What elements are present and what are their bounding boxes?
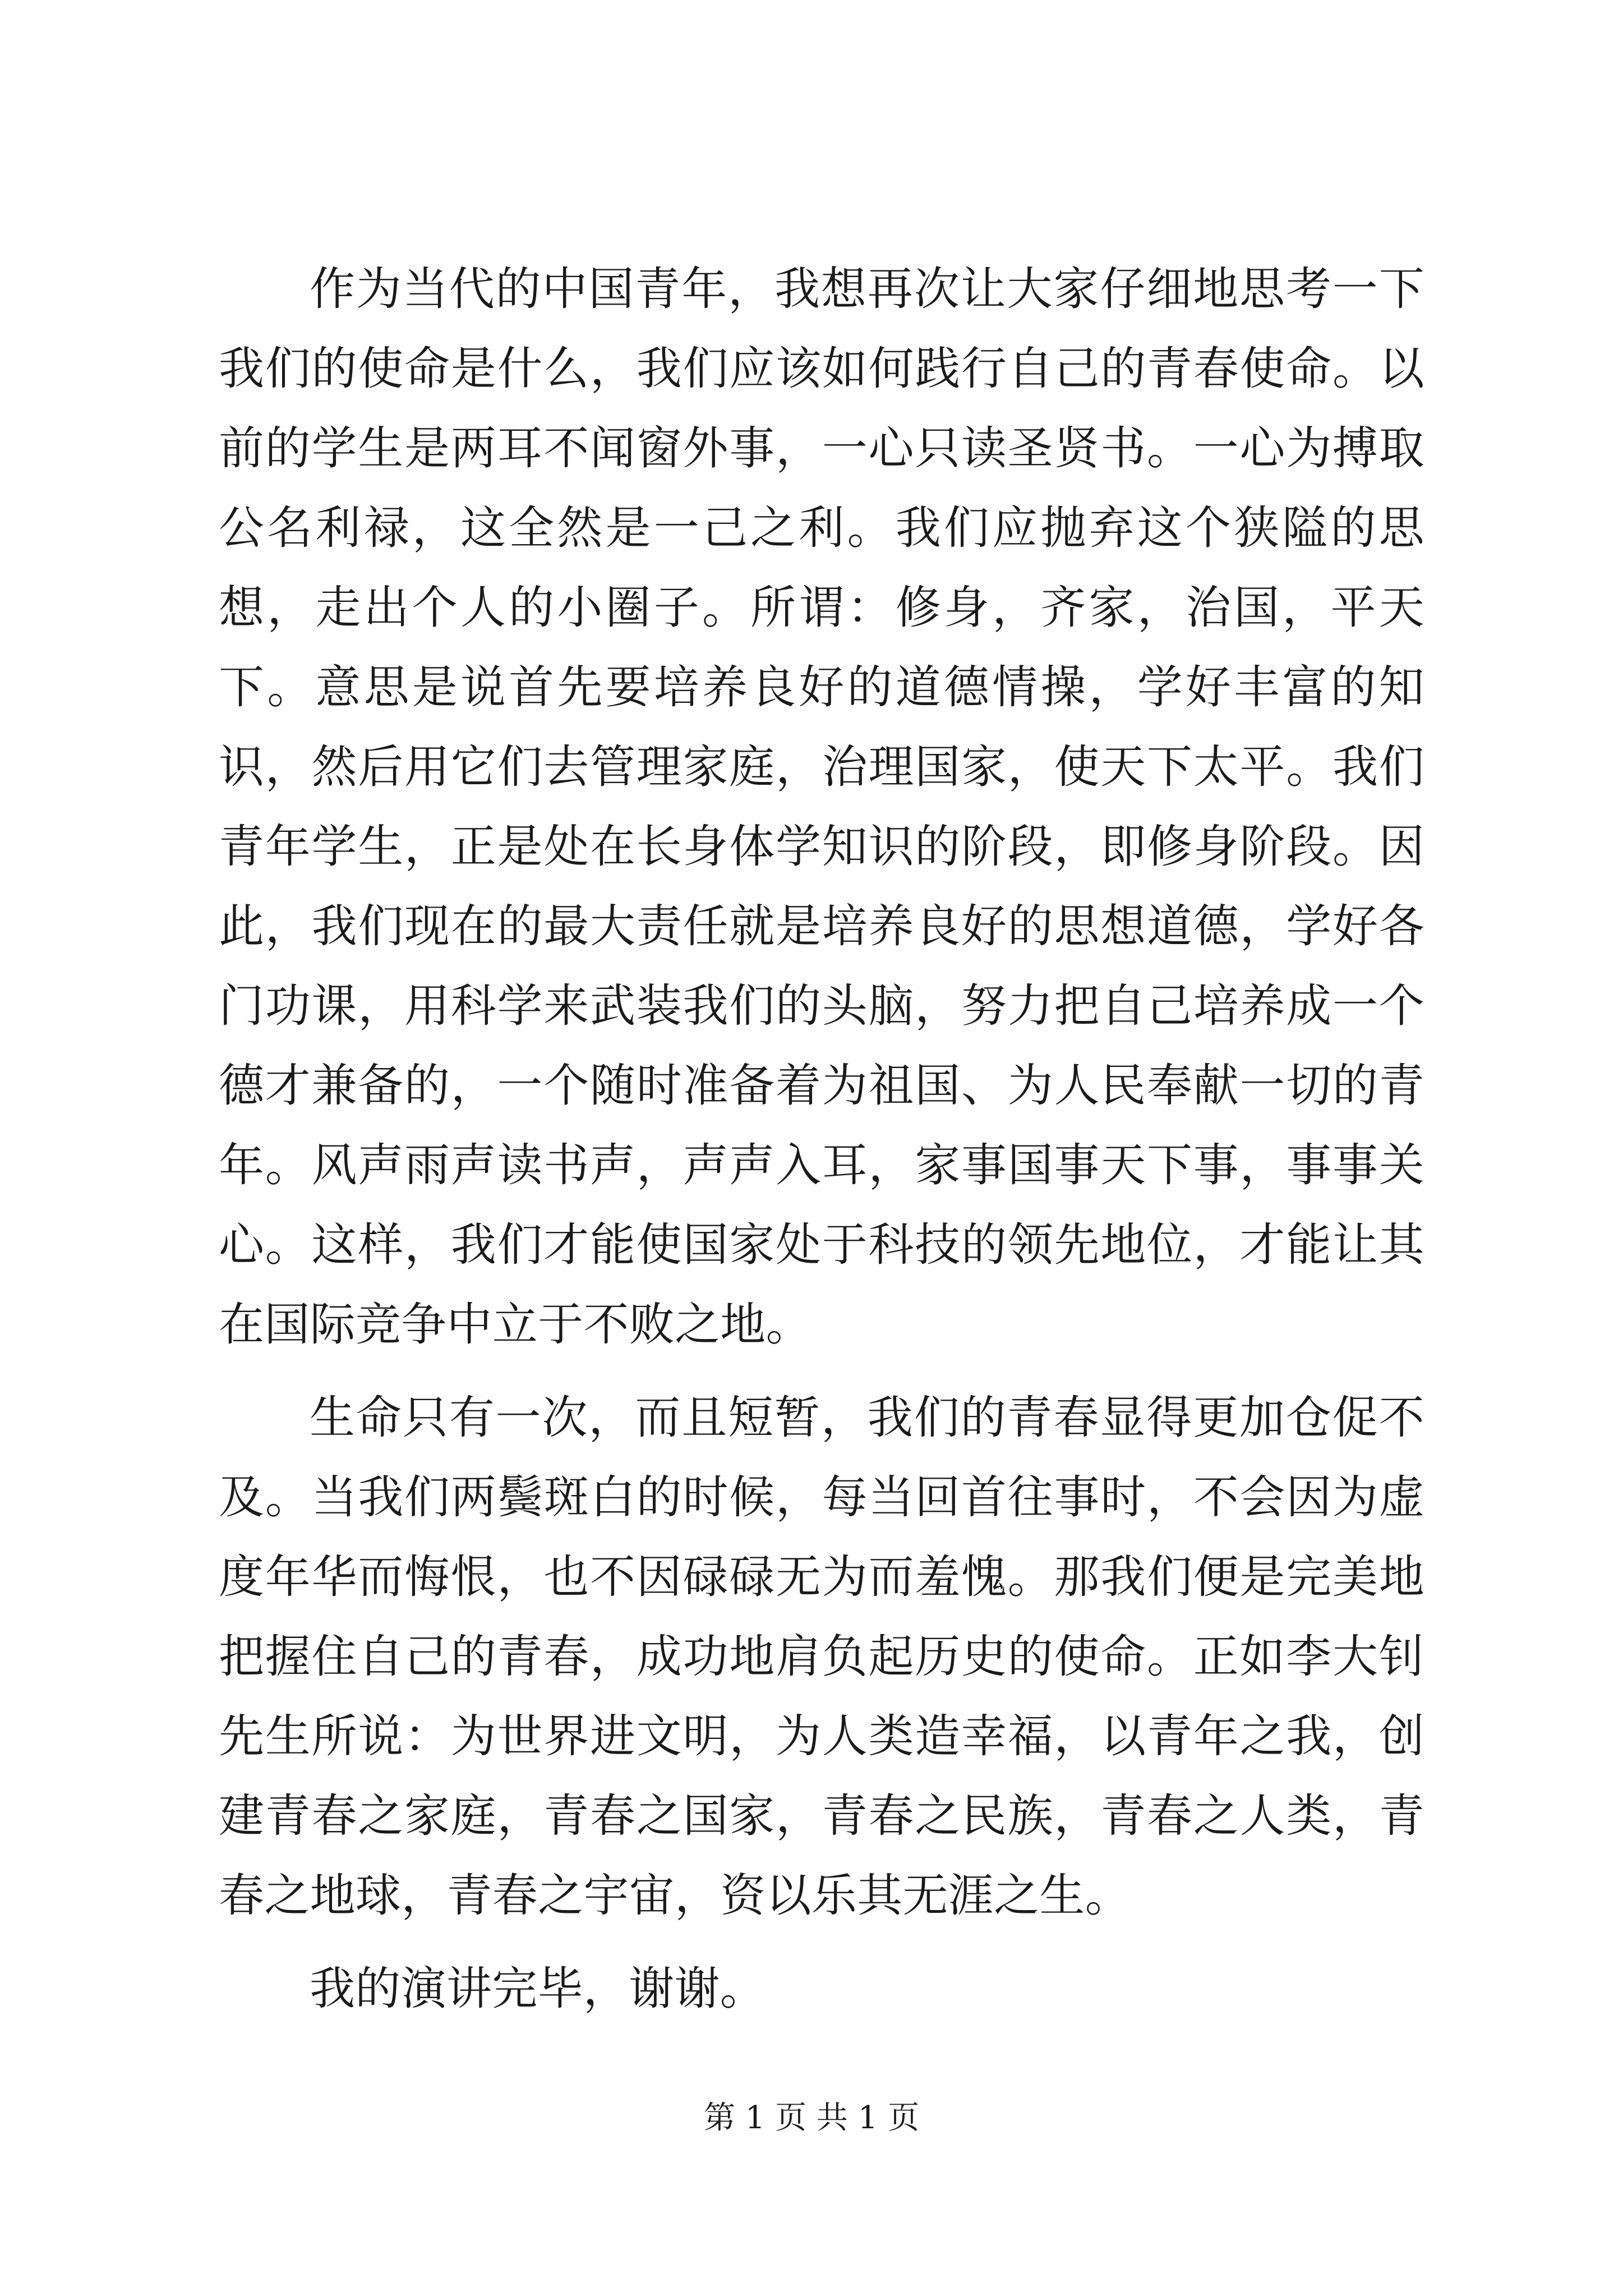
speech-body [219,250,1424,2029]
paragraph-mission: 作为当代的中国青年，我想再次让大家仔细地思考一下我们的使命是什么，我们应该如何践行自己的青春使命。以前的学生是两耳不闻窗外事，一心只读圣贤书。一心为搏取公名利禄，这全然是一己之利。我们应抛弃这个狭隘的思想，走出个人的小圈子。所谓：修身，齐家，治国，平天下。意思是说首先要培养良好的道德情操，学好丰富的知识，然后用它们去管理家庭，治理国家，使天下太平。我们青年学生，正是处在长身体学知识的阶段，即修身阶段。因此，我们现在的最大责任就是培养良好的思想道德，学好各门功课，用科学来武装我们的头脑，努力把自己培养成一个德才兼备的，一个随时准备着为祖国、为人民奉献一切的青年。风声雨声读书声，声声入耳，家事国事天下事，事事关心。这样，我们才能使国家处于科技的领先地位，才能让其在国际竞争中立于不败之地。 [219,263,1424,1351]
paragraph-closing: 我的演讲完毕，谢谢。 [310,1963,766,2016]
page-footer: 第 1 页 共 1 页 [703,2100,920,2136]
paragraph-youth: 生命只有一次，而且短暂，我们的青春显得更加仓促不及。当我们两鬓斑白的时候，每当回首往事时，不会因为虚度年华而悔恨，也不因碌碌无为而羞愧。那我们便是完美地把握住自己的青春，成功地肩负起历史的使命。正如李大钊先生所说：为世界进文明，为人类造幸福，以青年之我，创建青春之家庭，青春之国家，青春之民族，青春之人类，青春之地球，青春之宇宙，资以乐其无涯之生。 [219,1392,1424,1922]
